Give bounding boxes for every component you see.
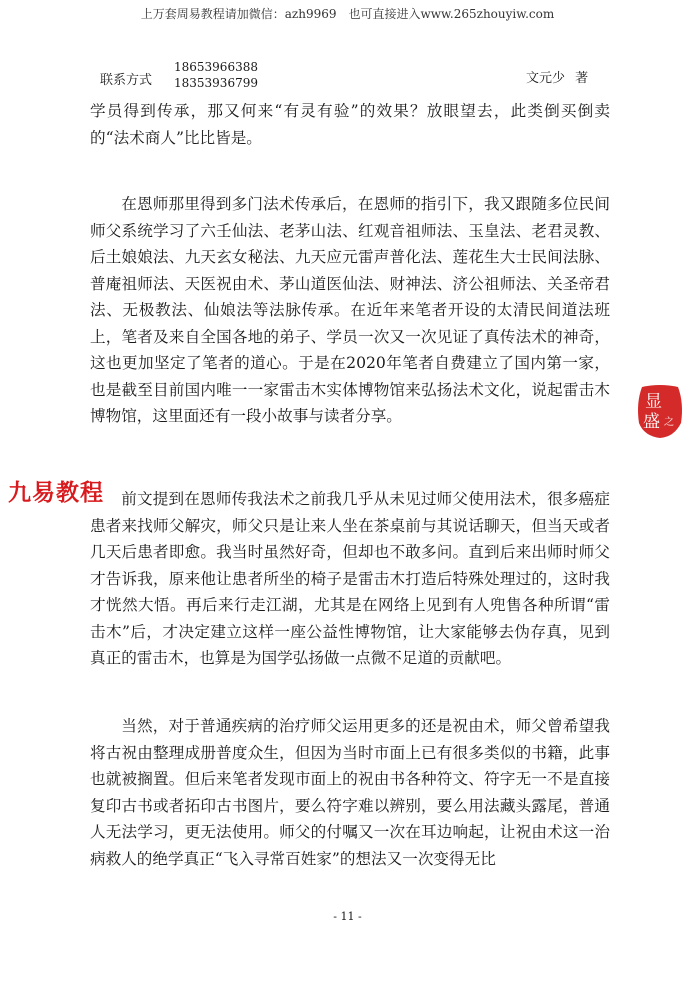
svg-text:之: 之 <box>664 417 674 428</box>
red-seal-stamp <box>634 383 686 439</box>
contact-label: 联系方式 <box>100 73 153 88</box>
phone-number-1: 18653966388 <box>174 60 258 74</box>
svg-text:盛: 盛 <box>643 412 660 432</box>
watermark-logo: 九易教程 <box>8 480 104 506</box>
paragraph-4: 当然，对于普通疾病的治疗师父运用更多的还是祝由术，师父曾希望我将古祝由整理成册普度众生，但因为当时市面上已有很多类似的书籍，此事也就被搁置。但后来笔者发现市面上的祝由书各种符文、符字无一不是直接复印古书或者拓印古书图片，要么符字难以辨别，要么用法藏头露尾，普通人无法学习，更无法使用。师父的付嘱又一次在耳边响起，让祝由术这一治病救人的绝学真正“飞入寻常百姓家”的想法又一次变得无比 <box>90 717 610 868</box>
top-banner: 上万套周易教程请加微信：azh9969 也可直接进入www.265zhouyiw.com <box>140 7 555 21</box>
phone-numbers <box>174 59 258 91</box>
paragraph-3: 前文提到在恩师传我法术之前我几乎从未见过师父使用法术，很多癌症患者来找师父解灾，师父只是让来人坐在茶桌前与其说话聊天，但当天或者几天后患者即愈。我当时虽然好奇，但却也不敢多问。直到后来出师时师父才告诉我，原来他让患者所坐的椅子是雷击木打造后特殊处理过的，这时我才恍然大悟。再后来行走江湖，尤其是在网络上见到有人兜售各种所谓“雷击木”后，才决定建立这样一座公益性博物馆，让大家能够去伪存真，见到真正的雷击木，也算是为国学弘扬做一点微不足道的贡献吧。 <box>90 490 610 667</box>
paragraph-1: 学员得到传承，那又何来“有灵有验”的效果？放眼望去，此类倒买倒卖的“法术商人”比比皆是。 <box>90 102 610 147</box>
svg-text:显: 显 <box>645 392 662 412</box>
author-credit: 文元少 著 <box>526 71 589 86</box>
phone-number-2: 18353936799 <box>174 76 258 90</box>
paragraph-2: 在恩师那里得到多门法术传承后，在恩师的指引下，我又跟随多位民间师父系统学习了六壬仙法、老茅山法、红观音祖师法、玉皇法、老君灵教、后土娘娘法、九天玄女秘法、九天应元雷声普化法、莲花生大士民间法脉、普庵祖师法、天医祝由术、茅山道医仙法、财神法、济公祖师法、关圣帝君法、无极教法、仙娘法等法脉传承。在近年来笔者开设的太清民间道法班上，笔者及来自全国各地的弟子、学员一次又一次见证了真传法术的神奇，这也更加坚定了笔者的道心。于是在2020年笔者自费建立了国内第一家，也是截至目前国内唯一一家雷击木实体博物馆来弘扬法术文化，说起雷击木博物馆，这里面还有一段小故事与读者分享。 <box>90 195 610 425</box>
page-number: - 11 - <box>333 910 362 923</box>
